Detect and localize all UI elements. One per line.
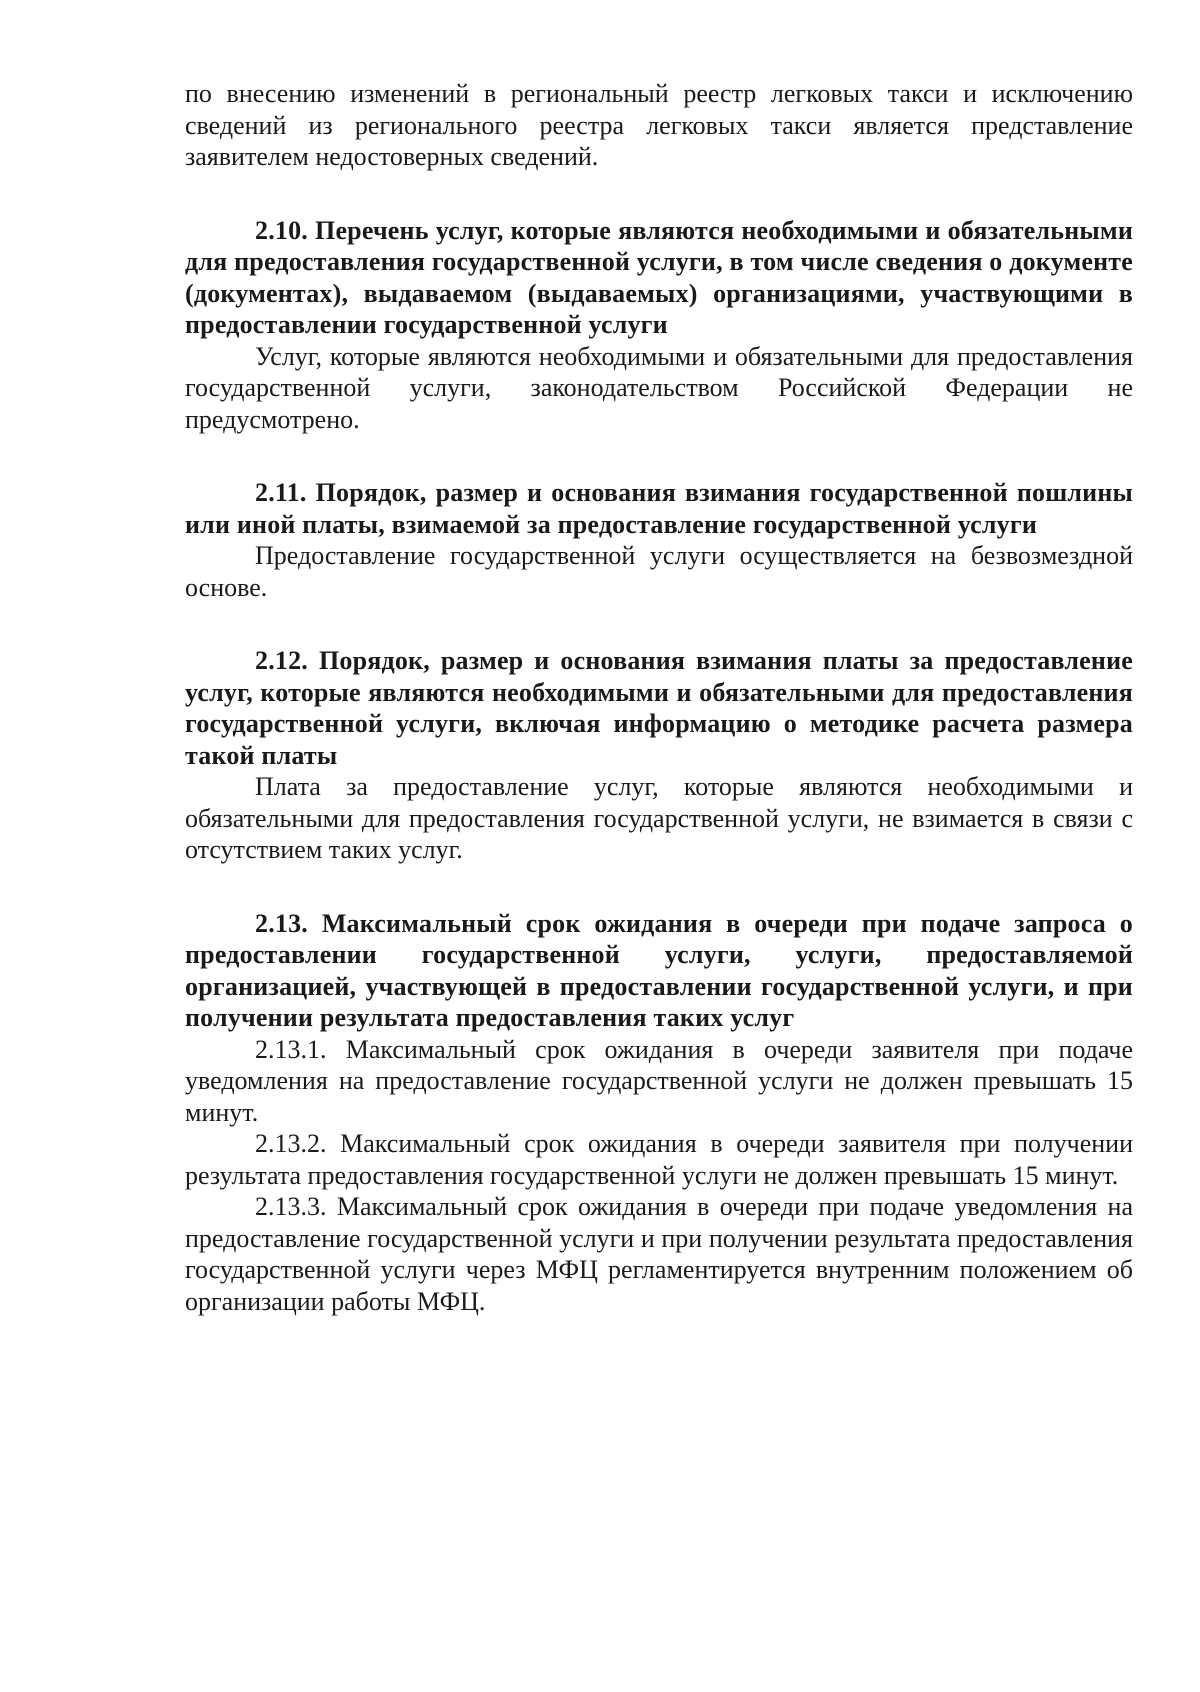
section-paragraph: Предоставление государственной услуги осуществляется на безвозмездной основе. bbox=[185, 541, 1133, 602]
section-2-13 bbox=[185, 908, 1133, 1318]
section-paragraph: Услуг, которые являются необходимыми и обязательными для предоставления государственной услуги, законодательством Российской Федерации не предусмотрено. bbox=[185, 341, 1133, 434]
intro-paragraph: по внесению изменений в региональный реестр легковых такси и исключению сведений из регионального реестра легковых такси является представление заявителем недостоверных сведений. bbox=[185, 79, 1133, 171]
section-paragraph: Плата за предоставление услуг, которые являются необходимыми и обязательными для предоставления государственной услуги, не взимается в связи с отсутствием таких услуг. bbox=[185, 772, 1133, 864]
section-heading: 2.13. Максимальный срок ожидания в очереди при подаче запроса о предоставлении государственной услуги, услуги, предоставляемой организацией, участвующей в предоставлении государственной услуги, и при получении результата предоставления таких услуг bbox=[185, 908, 1133, 1032]
section-paragraph: 2.13.2. Максимальный срок ожидания в очереди заявителя при получении результата предоставления государственной услуги не должен превышать 15 минут. bbox=[185, 1129, 1133, 1190]
section-heading: 2.11. Порядок, размер и основания взимания государственной пошлины или иной платы, взимаемой за предоставление государственной услуги bbox=[185, 478, 1133, 539]
section-heading: 2.12. Порядок, размер и основания взимания платы за предоставление услуг, которые являются необходимыми и обязательными для предоставления государственной услуги, включая информацию о методике расчета размера такой платы bbox=[185, 646, 1133, 770]
section-2-12 bbox=[185, 645, 1133, 866]
section-2-11 bbox=[185, 477, 1133, 603]
section-2-10 bbox=[185, 215, 1133, 436]
section-paragraph: 2.13.1. Максимальный срок ожидания в очереди заявителя при подаче уведомления на предоставление государственной услуги не должен превышать 15 минут. bbox=[185, 1034, 1133, 1127]
section-paragraph: 2.13.3. Максимальный срок ожидания в очереди при подаче уведомления на предоставление государственной услуги и при получении результата предоставления государственной услуги через МФЦ регламентируется внутренним положением об организации работы МФЦ. bbox=[185, 1192, 1133, 1316]
document-page bbox=[185, 78, 1133, 1317]
section-heading: 2.10. Перечень услуг, которые являются необходимыми и обязательными для предоставления государственной услуги, в том числе сведения о документе (документах), выдаваемом (выдаваемых) организациями, участвующими в предоставлении государственной услуги bbox=[185, 215, 1133, 339]
